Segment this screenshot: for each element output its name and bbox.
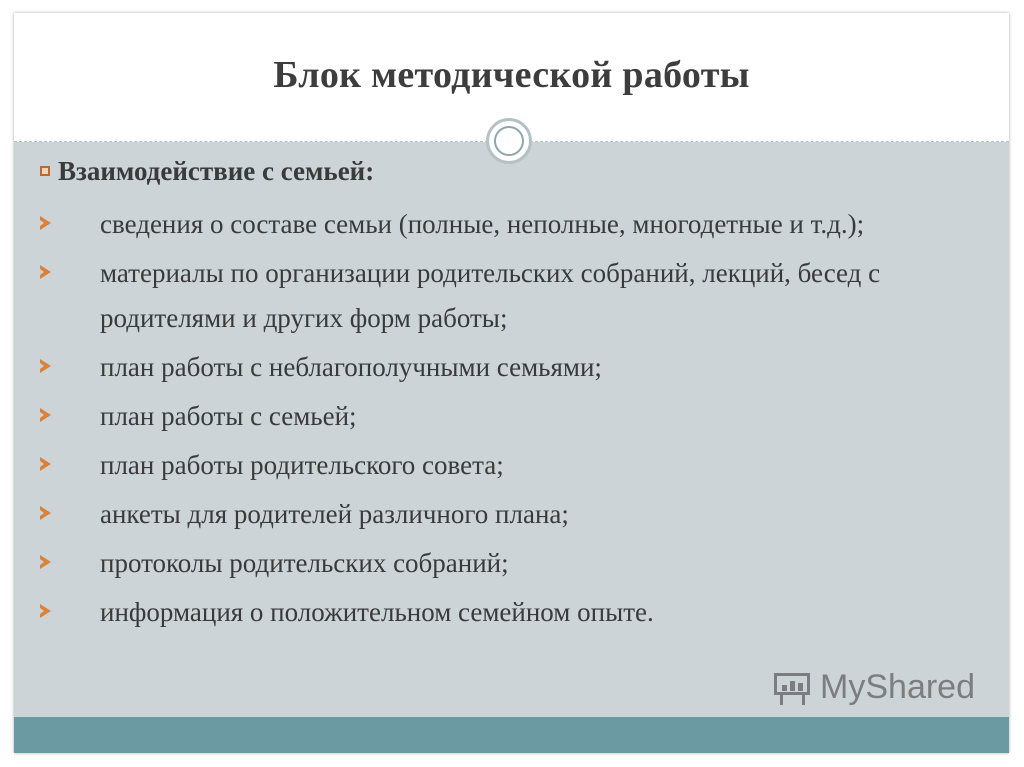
myshared-watermark[interactable]	[772, 668, 975, 707]
arrow-bullet-icon	[40, 457, 51, 471]
arrow-bullet-icon	[40, 604, 51, 618]
arrow-bullet-icon	[40, 216, 51, 230]
watermark-text: MyShared	[820, 668, 975, 706]
list-item-text: план работы с неблагополучными семьями;	[100, 352, 602, 382]
arrow-bullet-icon	[40, 555, 51, 569]
list-item	[40, 443, 995, 488]
list-item	[40, 541, 995, 586]
list-item-text: протоколы родительских собраний;	[100, 548, 509, 578]
section-heading	[40, 154, 995, 188]
slide-title: Блок методической работы	[273, 54, 750, 96]
list-item	[40, 590, 995, 635]
list-item-text: информация о положительном семейном опыте.	[100, 597, 654, 627]
arrow-bullet-icon	[40, 359, 51, 373]
list-item	[40, 345, 995, 390]
square-bullet-icon	[40, 166, 50, 176]
slide-content	[40, 154, 995, 639]
slide	[14, 13, 1009, 753]
arrow-bullet-icon	[40, 408, 51, 422]
arrow-bullet-icon	[40, 265, 51, 279]
arrow-bullet-icon	[40, 506, 51, 520]
list-item-text: сведения о составе семьи (полные, неполные, многодетные и т.д.);	[100, 209, 865, 239]
list-item	[40, 202, 995, 247]
list-item	[40, 251, 995, 341]
list-item-text: план работы с семьей;	[100, 401, 357, 431]
footer-accent-bar	[14, 717, 1009, 753]
list-item-text: материалы по организации родительских собраний, лекций, бесед с родителями и других форм работы;	[100, 258, 881, 333]
section-heading-label: Взаимодействие с семьей:	[58, 156, 375, 186]
list-item	[40, 492, 995, 537]
list-item-text: план работы родительского совета;	[100, 450, 504, 480]
presentation-board-icon	[772, 671, 812, 705]
list-item	[40, 394, 995, 439]
list-item-text: анкеты для родителей различного плана;	[100, 499, 569, 529]
